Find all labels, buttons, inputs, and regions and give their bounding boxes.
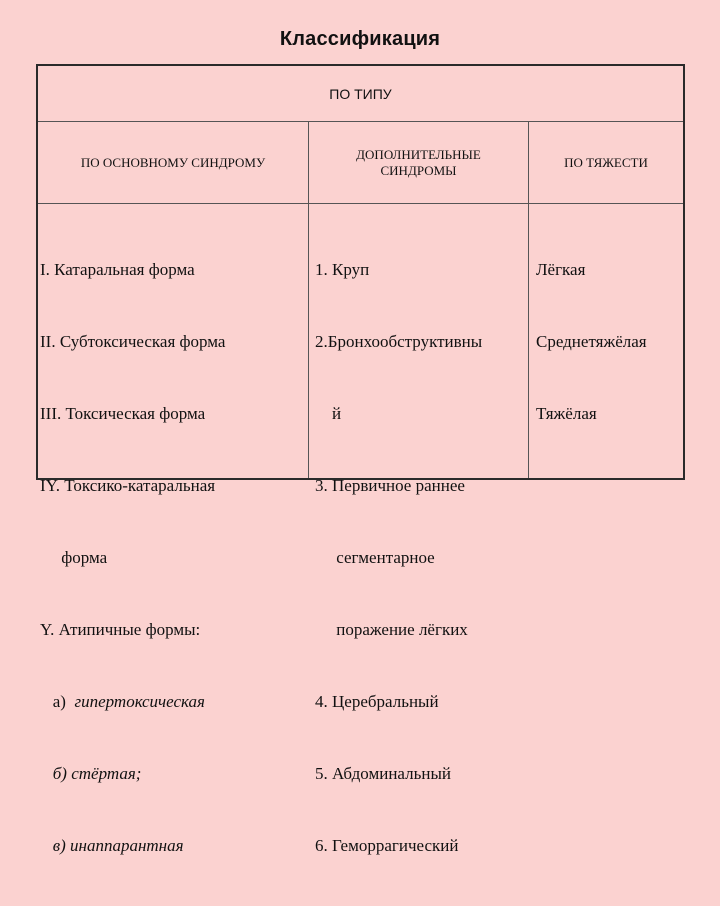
list-item: й: [315, 404, 342, 423]
additional-syndromes-list: [315, 210, 527, 906]
list-item: Y. Атипичные формы:: [40, 620, 201, 639]
list-item-italic: гипертоксическая: [74, 692, 205, 711]
header-by-type-label: ПО ТИПУ: [329, 85, 392, 102]
header-severity-label: ПО ТЯЖЕСТИ: [564, 154, 648, 170]
list-item: б) стёртая;: [40, 764, 142, 783]
list-item: 6. Геморрагический: [315, 836, 459, 855]
list-item: Тяжёлая: [536, 404, 597, 423]
header-additional-line2: СИНДРОМЫ: [380, 162, 457, 178]
classification-table: [36, 64, 685, 855]
list-item: 4. Церебральный: [315, 692, 439, 711]
header-by-type: [38, 66, 683, 121]
list-item: 1. Круп: [315, 260, 370, 279]
list-item: II. Субтоксическая форма: [40, 332, 226, 351]
list-item: 3. Первичное раннее: [315, 476, 465, 495]
row-divider-header: [38, 203, 683, 204]
list-item-prefix: а): [40, 692, 75, 711]
list-item: сегментарное: [315, 548, 435, 567]
header-main-syndrome: [38, 122, 308, 203]
list-item: поражение лёгких: [315, 620, 468, 639]
page-title: Классификация: [279, 28, 441, 50]
list-item: III. Токсическая форма: [40, 404, 206, 423]
header-additional-syndromes: [309, 122, 528, 203]
list-item: в) инаппарантная: [40, 836, 184, 855]
header-main-syndrome-label: ПО ОСНОВНОМУ СИНДРОМУ: [80, 154, 266, 170]
list-item: IY. Токсико-катаральная: [40, 476, 216, 495]
list-item: 2.Бронхообструктивны: [315, 332, 483, 351]
header-severity: [529, 122, 683, 203]
list-item: Среднетяжёлая: [536, 332, 647, 351]
main-syndrome-list: [40, 210, 306, 906]
header-additional-line1: ДОПОЛНИТЕЛЬНЫЕ: [356, 146, 481, 162]
list-item: Лёгкая: [536, 260, 586, 279]
list-item: форма: [40, 548, 108, 567]
severity-list: [536, 210, 682, 474]
list-item: [40, 690, 306, 714]
list-item: I. Катаральная форма: [40, 260, 195, 279]
list-item: 5. Абдоминальный: [315, 764, 451, 783]
